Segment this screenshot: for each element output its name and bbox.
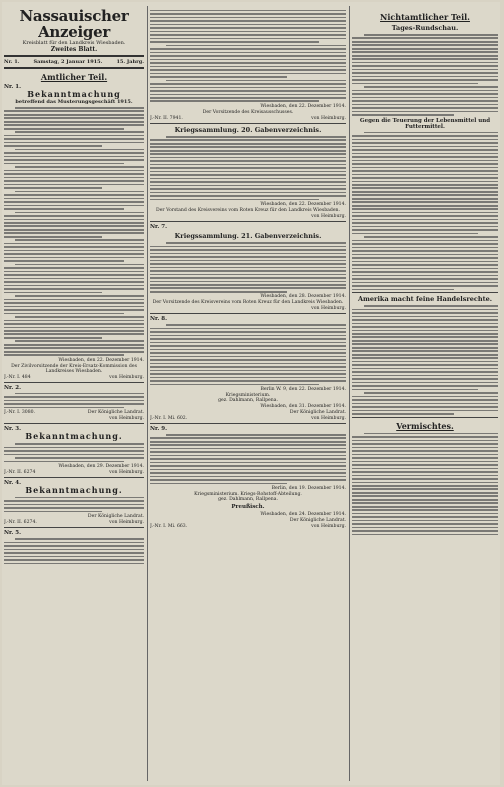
signature-org: Kriegsministerium. Kriegs-Rohstoff-Abteilung. [194, 492, 302, 498]
signature-ref: J.-Nr. II. 6274. [4, 520, 37, 526]
signature-ref: J.-Nr. I. 484 [4, 374, 31, 380]
article-number: Nr. 3. [4, 426, 21, 433]
masthead-subtitle: Kreisblatt für den Landkreis Wiesbaden. [22, 40, 126, 46]
article-text [150, 324, 346, 385]
article-text [150, 136, 346, 200]
signature-name: von Heimburg. [311, 115, 346, 121]
divider [150, 313, 346, 314]
section-title-amtlich: Amtlicher Teil. [40, 72, 108, 82]
left-column [4, 2, 144, 785]
signature-place: Wiesbaden, den 24. Dezember 1914. [260, 512, 346, 518]
signature-ref: J.-Nr. I. Mi. 602. [150, 416, 188, 422]
announcement-title: Bekanntmachung [27, 89, 121, 99]
signature-line [4, 375, 144, 380]
article-text [4, 443, 144, 462]
amerika-heading: Amerika macht feine Handelsrechte. [357, 295, 493, 304]
divider [352, 292, 498, 293]
signature-line [150, 116, 346, 121]
divider [4, 55, 144, 57]
article-number: Nr. 9. [150, 426, 167, 433]
teuerung-heading: Gegen die Teuerung der Lebensmittel und Futtermittel. [359, 117, 491, 130]
masthead [4, 8, 144, 53]
signature-place: Berlin W. 9, den 22. Dezember 1914. [260, 387, 346, 393]
article-text [352, 132, 498, 290]
signature-line [150, 416, 346, 421]
article-text [352, 34, 498, 116]
article-text [4, 393, 144, 409]
rundschau-heading: Tages-Rundschau. [391, 24, 459, 32]
issue-line [4, 59, 144, 65]
signature-place: Wiesbaden, den 22. Dezember 1914. [58, 357, 144, 363]
signature-org: Der Vorstand des Kreisvereins vom Roten Kreuz für den Landkreis Wiesbaden. [156, 208, 340, 214]
divider [352, 417, 498, 418]
masthead-title: Nassauischer Anzeiger [19, 7, 129, 41]
signature-org: Der Zivilvorsitzende der Kreis-Ersatz-Kommission des Landkreises Wiesbaden. [11, 363, 137, 374]
signature-name: von Heimburg. [109, 469, 144, 475]
divider [4, 67, 144, 69]
signature-org: Der Königliche Landrat. [87, 410, 144, 416]
divider [150, 123, 346, 124]
article-text [4, 497, 144, 513]
signature-org: Der Königliche Landrat. [289, 410, 346, 416]
newspaper-page [2, 2, 500, 785]
signature-name: von Heimburg. [311, 524, 346, 530]
signature-place: Berlin, den 19. Dezember 1914. [271, 486, 346, 492]
middle-column [150, 8, 346, 785]
issue-jahrgang: 15. Jahrg. [116, 59, 144, 65]
vermischtes-heading: Vermischtes. [396, 420, 454, 431]
article-number: Nr. 8. [150, 316, 167, 323]
signature-org: Der Königliche Landrat. [87, 514, 144, 520]
column-rule [147, 6, 148, 781]
signature-name: von Heimburg. [311, 416, 346, 422]
signature-line [4, 410, 144, 415]
signature-place: Wiesbaden, den 29. Dezember 1914. [58, 463, 144, 469]
signature-name: von Heimburg. [109, 416, 144, 422]
signature-name: gez. Dahlmann, Rallpena. [218, 497, 278, 503]
gabenverzeichnis-20-heading: Kriegssammlung. 20. Gabenverzeichnis. [174, 125, 322, 134]
divider [4, 477, 144, 478]
signature-line [4, 520, 144, 525]
article-number: Nr. 1. [4, 84, 21, 90]
divider [4, 423, 144, 424]
signature-org: Der Königliche Landrat. [289, 518, 346, 524]
announcement-subtitle: betreffend das Musterungsgeschäft 1915. [15, 99, 133, 105]
announcement-title: Bekanntmachung. [25, 431, 123, 442]
section-title-nichtamtlich: Nichtamtlicher Teil. [380, 12, 470, 22]
signature-ref: J.-Nr. II. 6274 [4, 469, 36, 475]
signature-name: von Heimburg. [109, 520, 144, 526]
divider [150, 221, 346, 222]
signature-line [4, 470, 144, 475]
article-text [150, 434, 346, 484]
masthead-blatt: Zweites Blatt. [50, 46, 98, 53]
article-number: Nr. 7. [150, 224, 167, 231]
divider [150, 423, 346, 424]
divider [4, 382, 144, 383]
signature-line [150, 524, 346, 529]
column-rule [349, 6, 350, 781]
signature-place: Wiesbaden, den 28. Dezember 1914. [260, 294, 346, 300]
signature-name: von Heimburg. [109, 374, 144, 380]
signature-ref: J.-Nr. I. Mi. 663. [150, 524, 188, 530]
article-number: Nr. 4. [4, 479, 21, 486]
signature-place: Wiesbaden, den 22. Dezember 1914. [260, 103, 346, 109]
right-column [352, 2, 498, 785]
signature-place: Wiesbaden, den 22. Dezember 1914. [260, 202, 346, 208]
signature-ref: J.-Nr. I. 3080. [4, 410, 36, 416]
gabenverzeichnis-21-heading: Kriegssammlung. 21. Gabenverzeichnis. [174, 232, 322, 241]
article-number: Nr. 5. [4, 530, 21, 537]
article-text [352, 305, 498, 415]
signature-org: Kriegsministerium. [225, 393, 271, 399]
announcement-title: Bekanntmachung. [25, 484, 123, 495]
signature-org: Der Vorsitzende des Kreisausschusses. [202, 109, 294, 115]
issue-date: Samstag, 2 Januar 1915. [33, 59, 103, 65]
article-text [150, 10, 346, 102]
signature-extra: Preußisch. [231, 504, 265, 511]
signature-org: Der Vorsitzende des Kreisvereins vom Roten Kreuz für den Landkreis Wiesbaden. [152, 300, 344, 306]
article-text [4, 538, 144, 564]
article-text [352, 433, 498, 536]
divider [4, 527, 144, 528]
signature-ref: J.-Nr. II. 7941. [150, 115, 183, 121]
signature-name: von Heimburg. [311, 306, 346, 312]
issue-number: Nr. 1. [4, 59, 20, 65]
signature-name: gez. Dahlmann, Rallpena. [218, 398, 278, 404]
signature-place: Wiesbaden, den 31. Dezember 1914. [260, 404, 346, 410]
signature-name: von Heimburg. [311, 214, 346, 220]
article-text [4, 107, 144, 356]
article-number: Nr. 2. [4, 384, 21, 391]
article-text [150, 242, 346, 292]
